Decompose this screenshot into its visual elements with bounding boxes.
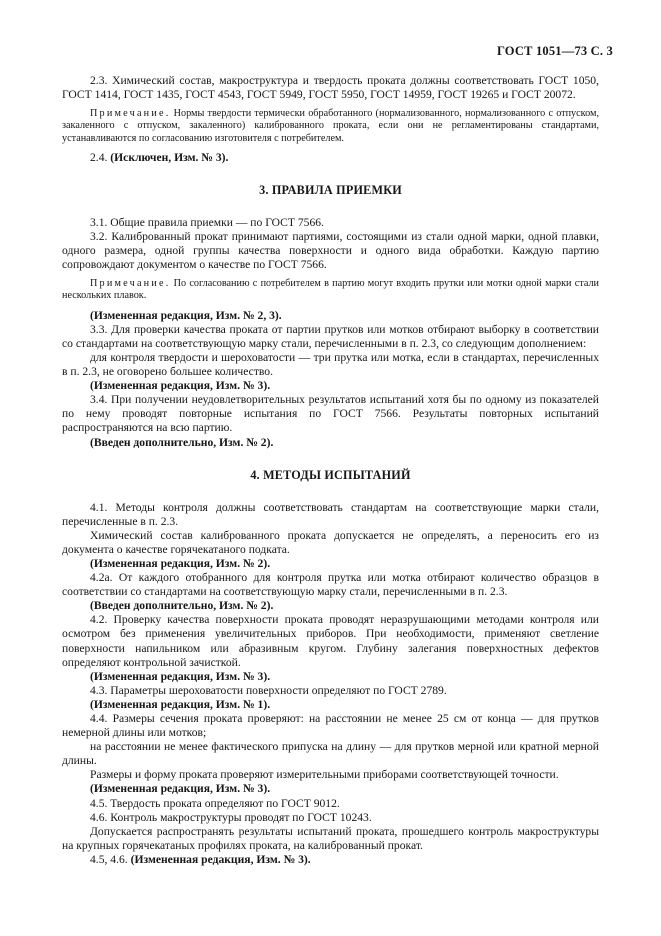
- note-label: Примечание.: [90, 108, 171, 120]
- note-label: Примечание.: [90, 278, 171, 290]
- amendment-note: (Исключен, Изм. № 3).: [110, 150, 229, 164]
- amendment-note: (Измененная редакция, Изм. № 3).: [90, 379, 271, 393]
- note-2-3: [62, 108, 599, 145]
- section-title-acceptance: 3. ПРАВИЛА ПРИЕМКИ: [259, 182, 402, 197]
- paragraph-3-3-addition: для контроля твердости и шероховатости — три прутка или мотка, если в стандартах, перечисленных в п. 2.3, не оговорено большее количество.: [62, 350, 599, 379]
- document-body: [62, 74, 599, 867]
- paragraph-number: 4.5, 4.6.: [90, 852, 131, 866]
- amendment-note: (Измененная редакция, Изм. № 3).: [130, 852, 311, 866]
- paragraph-3-4: 3.4. При получении неудовлетворительных результатов испытаний хотя бы по одному из показателей по нему проводят повторные испытания по ГОСТ 7566. Результаты повторных испытаний распространяются на всю партию.: [62, 393, 599, 435]
- paragraph-4-6: 4.6. Контроль макроструктуры проводят по ГОСТ 10243.: [90, 810, 372, 824]
- paragraph-2-3: 2.3. Химический состав, макроструктура и твердость проката должны соответствовать ГОСТ 1050, ГОСТ 1414, ГОСТ 1435, ГОСТ 4543, ГОСТ 5949, ГОСТ 5950, ГОСТ 14959, ГОСТ 19265 и ГОСТ 20072.: [62, 74, 599, 102]
- amendment-note: (Введен дополнительно, Изм. № 2).: [90, 599, 274, 613]
- paragraph-4-5: 4.5. Твердость проката определяют по ГОСТ 9012.: [90, 796, 340, 810]
- amendment-note: (Введен дополнительно, Изм. № 2).: [90, 435, 274, 449]
- paragraph-4-2: 4.2. Проверку качества поверхности проката проводят неразрушающими методами контроля или осмотром без применения увеличительных приборов. При необходимости, применяют светление поверхности напильником или абразивным кругом. Глубину залегания поверхностных дефектов определяют контрольной зачисткой.: [62, 613, 599, 669]
- paragraph-4-1: 4.1. Методы контроля должны соответствовать стандартам на соответствующие марки стали, перечисленные в п. 2.3.: [62, 500, 599, 528]
- note-3-2: [62, 278, 599, 302]
- amendment-note: (Измененная редакция, Изм. № 3).: [90, 782, 271, 796]
- paragraph-4-2a: 4.2а. От каждого отобранного для контроля прутка или мотка отбирают количество образцов в соответствии со стандартами на соответствующую марку стали, перечисленными в п. 2.3.: [62, 571, 599, 599]
- amendment-note: (Измененная редакция, Изм. № 1).: [90, 697, 271, 711]
- paragraph-4-5-4-6: [62, 853, 599, 867]
- paragraph-4-3: 4.3. Параметры шероховатости поверхности определяют по ГОСТ 2789.: [90, 683, 447, 697]
- paragraph-4-1-addition: Химический состав калиброванного проката допускается не определять, а переносить его из документа о качестве горячекатаного подката.: [62, 528, 599, 556]
- note-text: Нормы твердости термически обработанного (нормализованного, нормализованного с отпуском, закаленного с отпуском, закаленного) калиброванного проката, если они не регламентированы стандартами, устанавливаются по согласованию изготовителя с потребителем.: [62, 108, 599, 144]
- paragraph-3-1: 3.1. Общие правила приемки — по ГОСТ 7566.: [90, 215, 324, 229]
- paragraph-4-6-addition: Допускается распространять результаты испытаний проката, прошедшего контроль макроструктуры на крупных горячекатаных профилях проката, на калиброванный прокат.: [62, 824, 599, 852]
- paragraph-4-4: 4.4. Размеры сечения проката проверяют: на расстоянии не менее 25 см от конца — для прутков немерной длины или мотков;: [62, 712, 599, 740]
- page-header: ГОСТ 1051—73 С. 3: [496, 44, 613, 58]
- amendment-note: (Измененная редакция, Изм. № 2, 3).: [90, 308, 282, 322]
- note-text: По согласованию с потребителем в партию могут входить прутки или мотки одной марки стали нескольких плавок.: [62, 278, 599, 302]
- paragraph-4-4-measure: Размеры и форму проката проверяют измерительными приборами соответствующей точности.: [90, 768, 559, 782]
- section-title-test-methods: 4. МЕТОДЫ ИСПЫТАНИЙ: [250, 467, 411, 482]
- paragraph-4-4-addition: на расстоянии не менее фактического припуска на длину — для прутков мерной или кратной мерной длины.: [62, 740, 599, 768]
- paragraph-3-3: 3.3. Для проверки качества проката от партии прутков или мотков отбирают выборку в соответствии со стандартами на соответствующую марку стали, перечисленными в п. 2.3, со следующим дополнением:: [62, 322, 599, 350]
- paragraph-number: 2.4.: [90, 150, 111, 164]
- paragraph-3-2: 3.2. Калиброванный прокат принимают партиями, состоящими из стали одной марки, одной плавки, одного размера, одной группы качества поверхности и одного вида обработки. Каждую партию сопровождают документом о качестве по ГОСТ 7566.: [62, 229, 599, 272]
- amendment-note: (Измененная редакция, Изм. № 2).: [90, 556, 271, 570]
- paragraph-2-4: [62, 151, 599, 165]
- amendment-note: (Измененная редакция, Изм. № 3).: [90, 669, 271, 683]
